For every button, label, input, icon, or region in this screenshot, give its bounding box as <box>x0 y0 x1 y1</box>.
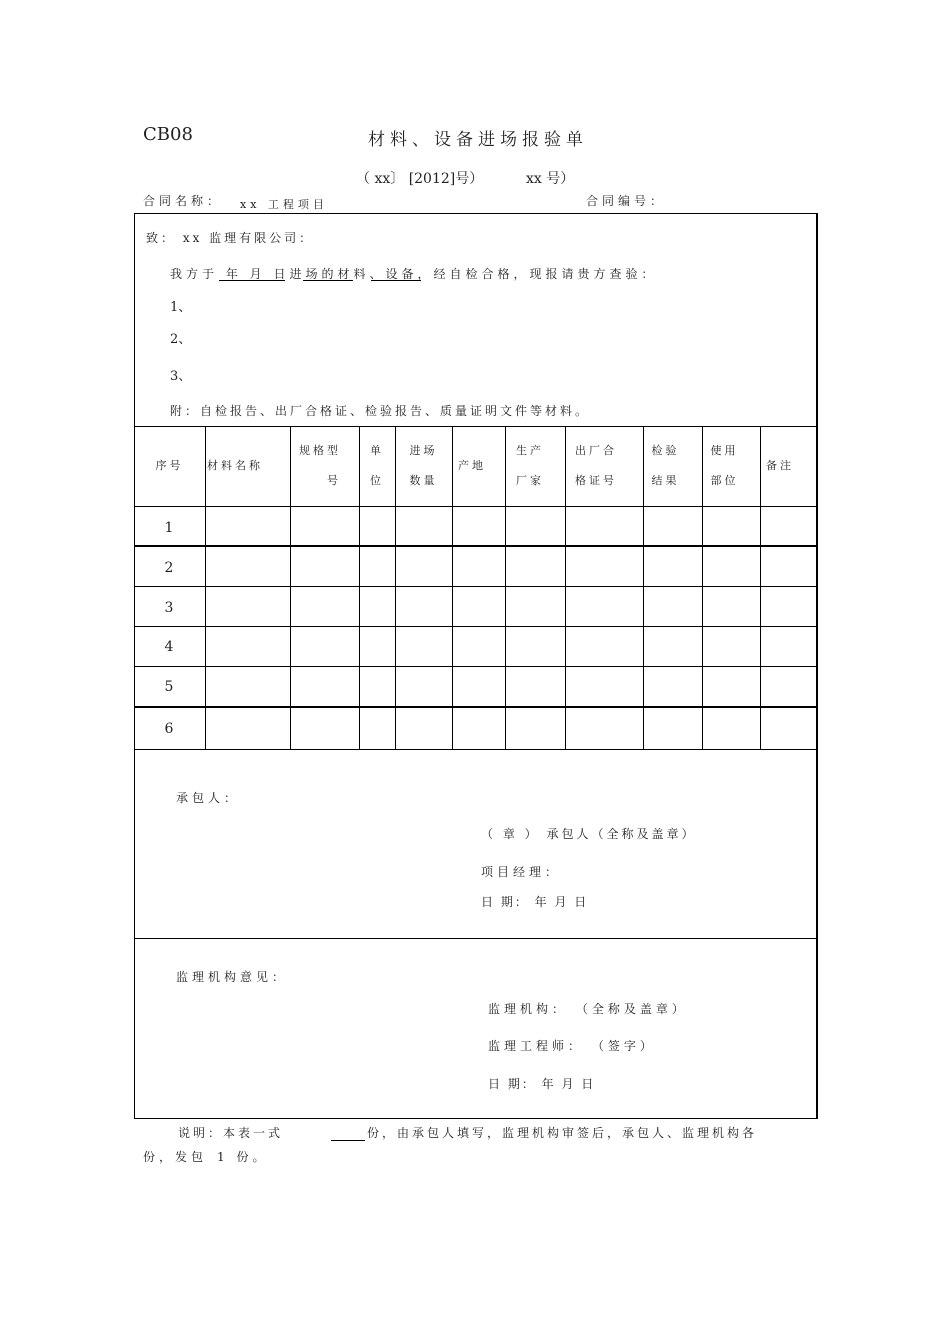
col-header-material <box>205 451 265 481</box>
col-header-certificate-line2: 格证号 <box>575 474 617 487</box>
item-3: 3、 <box>170 369 192 384</box>
footer-note-line2-b: 1 份。 <box>217 1150 269 1164</box>
contractor-date-line: 日 期： 年 月 日 <box>481 895 589 909</box>
col-header-seq <box>134 451 205 481</box>
supervisor-date-line: 日 期： 年 月 日 <box>488 1077 596 1091</box>
entry-statement-text: 我方于 年 月 日进场的材料、设备，经自检合格，现报请贵方查验： <box>170 267 658 281</box>
supervisor-opinion-label: 监理机构意见： <box>176 970 289 984</box>
doc-number-suffix: xx 号） <box>526 171 575 187</box>
table-row-number: 2 <box>164 560 174 576</box>
col-header-manufacturer-line2: 厂家 <box>516 474 544 487</box>
table-header-bottom <box>134 506 817 507</box>
col-header-spec-line1: 规格型 <box>299 444 341 457</box>
col-header-quantity-line2: 数量 <box>409 474 438 487</box>
col-header-location-line1: 使用 <box>710 444 739 457</box>
col-header-manufacturer <box>505 436 555 496</box>
item-2: 2、 <box>170 332 192 347</box>
table-row-number: 6 <box>164 721 174 737</box>
contractor-label: 承包人： <box>176 791 241 805</box>
col-header-inspection <box>643 436 688 496</box>
col-header-material-text: 材料名称 <box>207 459 263 472</box>
col-header-quantity <box>395 436 452 496</box>
footer-note-line2-a: 份，发包 <box>143 1150 208 1164</box>
contract-number-label: 合同编号： <box>586 194 667 208</box>
table-row-number: 5 <box>164 679 174 695</box>
col-header-seq-text: 序号 <box>155 459 184 472</box>
col-header-inspection-line2: 结果 <box>651 474 680 487</box>
year-blank[interactable] <box>219 266 285 281</box>
project-manager-label: 项目经理： <box>481 865 562 879</box>
col-header-location-line2: 部位 <box>710 474 739 487</box>
row-divider <box>134 545 817 547</box>
footer-note-prefix: 说明：本表一式 <box>178 1126 284 1140</box>
day-blank[interactable] <box>371 266 421 281</box>
contract-name-label: 合同名称： <box>143 194 224 208</box>
addressee-line: 致： xx 监理有限公司： <box>146 231 315 245</box>
col-header-manufacturer-line1: 生产 <box>516 444 544 457</box>
col-header-remarks-text: 备注 <box>766 459 794 472</box>
row-divider <box>134 706 817 708</box>
contract-name-value: xx 工程项目 <box>240 198 328 211</box>
supervisor-engineer-line: 监理工程师： （签字） <box>488 1039 656 1053</box>
col-header-origin-text: 产地 <box>458 459 486 472</box>
row-divider <box>134 666 817 667</box>
footer-note-suffix: 份，由承包人填写，监理机构审签后，承包人、监理机构各 <box>367 1126 758 1140</box>
col-header-spec <box>290 436 350 496</box>
col-header-unit-line2: 位 <box>370 474 384 487</box>
supervisor-org-line: 监理机构： （全称及盖章） <box>488 1002 688 1016</box>
doc-number-prefix: （ xx〕 [2012]号） <box>356 171 484 187</box>
table-row-number: 1 <box>164 520 174 536</box>
col-header-unit <box>359 436 395 496</box>
col-header-certificate-line1: 出厂合 <box>575 444 617 457</box>
col-header-unit-line1: 单 <box>370 444 384 457</box>
month-blank[interactable] <box>303 266 353 281</box>
col-header-location <box>702 436 747 496</box>
col-header-certificate <box>565 436 627 496</box>
col-header-quantity-line1: 进场 <box>409 444 438 457</box>
contractor-sign-line: （ 章 ） 承包人（全称及盖章） <box>481 827 697 841</box>
row-divider <box>134 586 817 587</box>
table-top-border <box>134 426 817 427</box>
col-header-spec-line2: 号 <box>327 474 341 487</box>
row-divider <box>134 626 817 627</box>
item-1: 1、 <box>170 300 192 315</box>
table-row-number: 3 <box>164 600 174 616</box>
attachment-line: 附：自检报告、出厂合格证、检验报告、质量证明文件等材料。 <box>170 404 591 418</box>
table-bottom-border <box>134 749 817 750</box>
col-header-remarks <box>760 451 800 481</box>
section-divider <box>134 938 817 939</box>
form-code: CB08 <box>143 124 193 145</box>
page-title: 材料、设备进场报验单 <box>368 130 588 150</box>
col-header-origin <box>452 451 492 481</box>
col-header-inspection-line1: 检验 <box>651 444 680 457</box>
copies-blank[interactable] <box>331 1126 365 1141</box>
table-row-number: 4 <box>164 639 174 655</box>
